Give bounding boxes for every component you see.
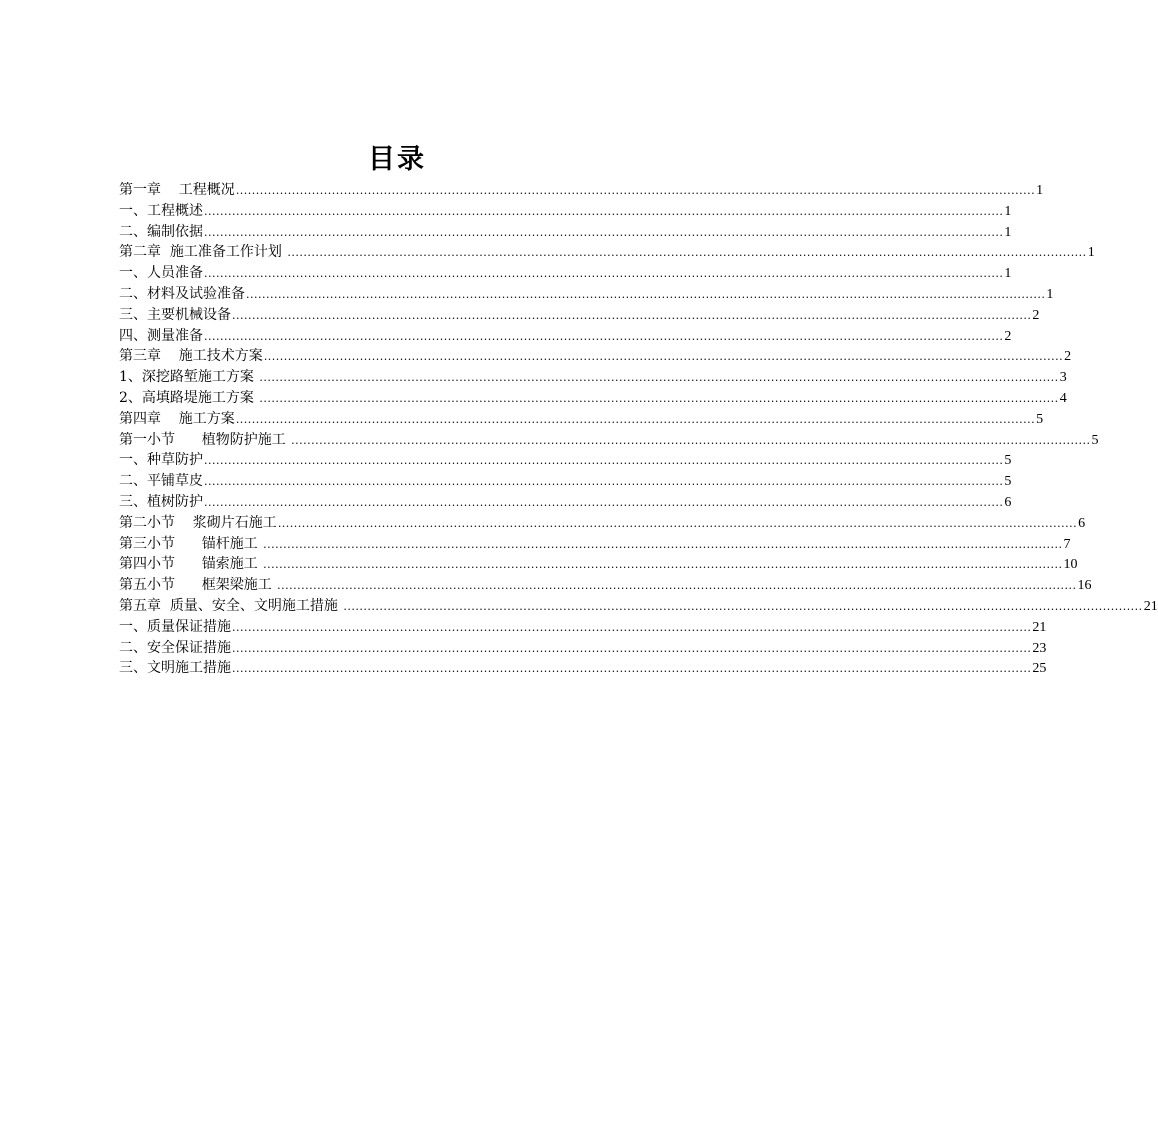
toc-entry-label: 第二小节 浆砌片石施工 [119,514,277,531]
toc-entry-page-number: 21 [1032,619,1047,635]
toc-entry-page-number: 21 [1143,598,1158,614]
toc-entry[interactable] [119,367,1067,388]
toc-entry[interactable] [119,534,1071,555]
toc-entry-label: 1、深挖路堑施工方案 [119,369,259,386]
toc-entry-page-number: 16 [1077,578,1092,594]
toc-entry-page-number: 6 [1078,515,1086,531]
toc-entry[interactable] [119,492,1012,513]
toc-dot-leader: ........................................................................................................................................................................................................ [235,184,1036,197]
toc-entry-label: 第五章 质量、安全、文明施工措施 [119,597,343,614]
toc-entry[interactable] [119,409,1044,430]
toc-entry-label: 二、平铺草皮 [119,473,203,490]
toc-entry[interactable] [119,242,1095,263]
toc-entry-page-number: 5 [1004,474,1012,490]
toc-entry-label: 三、文明施工措施 [119,660,231,677]
toc-entry-page-number: 1 [1087,245,1095,261]
toc-dot-leader: ........................................................................................................................................................................................................ [232,662,1032,676]
toc-dot-leader: ........................................................................................................................................................................................................ [263,350,1064,364]
toc-dot-leader: ........................................................................................................................................................................................................ [263,558,1063,572]
toc-dot-leader: ........................................................................................................................................................................................................ [204,225,1004,239]
toc-dot-leader: ........................................................................................................................................................................................................ [277,579,1077,593]
toc-dot-leader: ........................................................................................................................................................................................................ [204,329,1004,343]
toc-dot-leader: ........................................................................................................................................................................................................ [232,641,1032,655]
toc-dot-leader: ........................................................................................................................................................................................................ [287,246,1087,260]
toc-dot-leader: ........................................................................................................................................................................................................ [259,391,1059,405]
toc-entry[interactable] [119,513,1086,534]
toc-entry-label: 第一章 工程概况 [119,182,235,198]
toc-entry-page-number: 2 [1064,349,1072,365]
toc-entry-page-number: 25 [1032,661,1047,677]
toc-entry-page-number: 4 [1059,390,1067,406]
toc-entry-label: 第一小节 植物防护施工 [119,431,291,448]
toc-entry[interactable] [119,617,1047,638]
toc-entry-label: 第四章 施工方案 [119,410,235,427]
toc-entry-page-number: 1 [1004,203,1012,219]
toc-entry[interactable] [119,638,1047,659]
toc-entry-label: 三、主要机械设备 [119,306,231,323]
toc-dot-leader: ........................................................................................................................................................................................................ [232,620,1032,634]
toc-dot-leader: ........................................................................................................................................................................................................ [343,599,1143,613]
toc-entry[interactable] [119,346,1072,367]
toc-dot-leader: ........................................................................................................................................................................................................ [204,204,1004,218]
toc-entry-label: 二、编制依据 [119,223,203,240]
toc-entry-label: 三、植树防护 [119,493,203,510]
toc-entry-label: 四、测量准备 [119,327,203,344]
toc-entry[interactable] [119,554,1078,575]
toc-entry[interactable] [119,180,1044,201]
toc-dot-leader: ........................................................................................................................................................................................................ [235,412,1036,426]
toc-entry[interactable] [119,388,1067,409]
toc-dot-leader: ........................................................................................................................................................................................................ [291,433,1091,447]
toc-dot-leader: ........................................................................................................................................................................................................ [259,371,1059,385]
toc-entry-page-number: 6 [1004,494,1012,510]
toc-entry[interactable] [119,263,1012,284]
toc-entry-label: 一、工程概述 [119,202,203,219]
toc-entry-page-number: 2 [1032,307,1040,323]
toc-dot-leader: ........................................................................................................................................................................................................ [277,516,1078,530]
toc-dot-leader: ........................................................................................................................................................................................................ [204,495,1004,509]
toc-dot-leader: ........................................................................................................................................................................................................ [204,475,1004,489]
toc-dot-leader: ........................................................................................................................................................................................................ [204,454,1004,468]
toc-dot-leader: ........................................................................................................................................................................................................ [263,537,1063,551]
toc-entry-page-number: 1 [1004,266,1012,282]
toc-entry[interactable] [119,575,1092,596]
toc-entry[interactable] [119,430,1099,451]
toc-entry-page-number: 23 [1032,640,1047,656]
toc-entry[interactable] [119,201,1012,222]
toc-dot-leader: ........................................................................................................................................................................................................ [232,308,1032,322]
toc-entry[interactable] [119,450,1012,471]
toc-entry-label: 二、材料及试验准备 [119,285,245,302]
toc-entry-label: 一、种草防护 [119,452,203,469]
toc-entry-label: 一、人员准备 [119,265,203,282]
toc-entry-label: 2、高填路堤施工方案 [119,389,259,406]
toc-entry-page-number: 1 [1004,224,1012,240]
toc-entry-label: 第三小节 锚杆施工 [119,535,263,552]
toc-entry-label: 第三章 施工技术方案 [119,348,263,365]
toc-entry-label: 第二章 施工准备工作计划 [119,244,287,261]
toc-entry-label: 二、安全保证措施 [119,639,231,656]
toc-entry-label: 第四小节 锚索施工 [119,556,263,573]
toc-title: 目录 [368,144,426,175]
toc-entry-page-number: 3 [1059,370,1067,386]
toc-entry-page-number: 1 [1046,286,1054,302]
toc-entry[interactable] [119,305,1040,326]
toc-entry[interactable] [119,658,1047,679]
toc-entry-label: 第五小节 框架梁施工 [119,577,277,594]
toc-entry[interactable] [119,596,1158,617]
toc-entry-page-number: 7 [1063,536,1071,552]
toc-entry-label: 一、质量保证措施 [119,618,231,635]
toc-dot-leader: ........................................................................................................................................................................................................ [204,267,1004,281]
toc-entry-page-number: 10 [1063,557,1078,573]
toc-list [119,180,1158,679]
toc-entry-page-number: 5 [1004,453,1012,469]
toc-dot-leader: ........................................................................................................................................................................................................ [246,287,1046,301]
toc-entry[interactable] [119,222,1012,243]
toc-entry-page-number: 2 [1004,328,1012,344]
toc-entry[interactable] [119,284,1054,305]
toc-entry-page-number: 5 [1036,411,1044,427]
toc-entry[interactable] [119,326,1012,347]
toc-entry-page-number: 5 [1091,432,1099,448]
toc-entry-page-number: 1 [1036,183,1044,198]
toc-entry[interactable] [119,471,1012,492]
